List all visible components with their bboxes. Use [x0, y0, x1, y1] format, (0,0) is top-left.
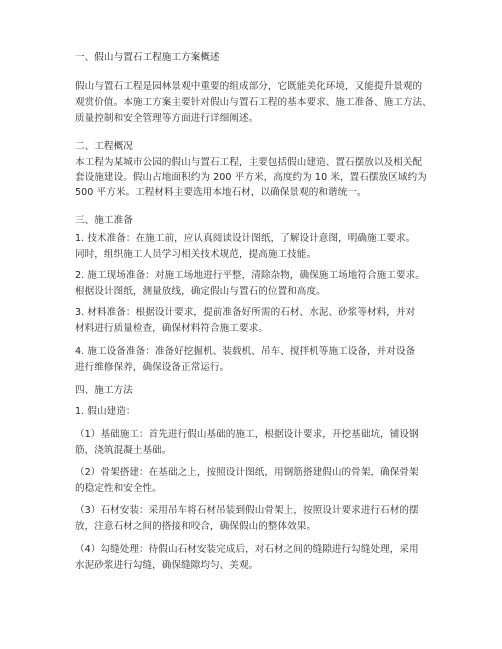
project-paragraph-line: 500 平方米。工程材料主要选用本地石材，以确保景观的和谐统一。	[75, 187, 367, 198]
prep-item-site-line: 根据设计图纸，测量放线，确定假山与置石的位置和高度。	[75, 286, 326, 297]
prep-item-equipment-line: 进行维修保养，确保设备正常运行。	[75, 362, 230, 373]
project-paragraph-line: 套设施建设。假山占地面积约为 200 平方米，高度约为 10 米，置石摆放区域约为	[75, 172, 427, 183]
overview-paragraph-line: 观赏价值。本施工方案主要针对假山与置石工程的基本要求、施工准备、施工方法、	[75, 97, 432, 108]
prep-item-equipment-line: 4. 施工设备准备：准备好挖掘机、装载机、吊车、搅拌机等施工设备，并对设备	[75, 346, 416, 357]
prep-item-site-line: 2. 施工现场准备：对施工场地进行平整，清除杂物，确保施工场地符合施工要求。	[75, 270, 425, 281]
prep-item-technical-line: 1. 技术准备：在施工前，应认真阅读设计图纸，了解设计意图，明确施工要求。	[75, 233, 416, 244]
method-step-frame-line: （2）骨架搭建：在基础之上，按照设计图纸，用钢筋搭建假山的骨架，确保骨架	[75, 467, 419, 478]
section-heading-project: 二、工程概况	[75, 141, 133, 152]
overview-paragraph-line: 质量控制和安全管理等方面进行详细阐述。	[75, 113, 259, 124]
overview-paragraph-line: 假山与置石工程是园林景观中重要的组成部分，它既能美化环境，又能提升景观的	[75, 81, 423, 92]
method-step-foundation-line: 筋，浇筑混凝土基础。	[75, 445, 172, 456]
method-step-pointing-line: 水泥砂浆进行勾缝，确保缝隙均匀、美观。	[75, 560, 259, 571]
project-paragraph-line: 本工程为某城市公园的假山与置石工程，主要包括假山建造、置石摆放以及相关配	[75, 157, 423, 168]
method-step-foundation-line: （1）基础施工：首先进行假山基础的施工，根据设计要求，开挖基础坑，铺设钢	[75, 429, 419, 440]
method-step-stone-install-line: 放，注意石材之间的搭接和咬合，确保假山的整体效果。	[75, 521, 317, 532]
method-step-frame-line: 的稳定性和安全性。	[75, 483, 162, 494]
section-heading-preparation: 三、施工准备	[75, 215, 133, 226]
prep-item-materials-line: 材料进行质量检查，确保材料符合施工要求。	[75, 323, 268, 334]
method-step-stone-install-line: （3）石材安装：采用吊车将石材吊装到假山骨架上，按照设计要求进行石材的摆	[75, 505, 419, 516]
prep-item-technical-line: 同时，组织施工人员学习相关技术规范，提高施工技能。	[75, 249, 317, 260]
method-step-pointing-line: （4）勾缝处理：待假山石材安装完成后，对石材之间的缝隙进行勾缝处理，采用	[75, 544, 419, 555]
prep-item-materials-line: 3. 材料准备：根据设计要求，提前准备好所需的石材、水泥、砂浆等材料，并对	[75, 307, 416, 318]
section-heading-overview: 一、假山与置石工程施工方案概述	[75, 52, 220, 63]
section-heading-methods: 四、施工方法	[75, 385, 133, 396]
method-subheading-rockery: 1. 假山建造：	[75, 406, 136, 417]
